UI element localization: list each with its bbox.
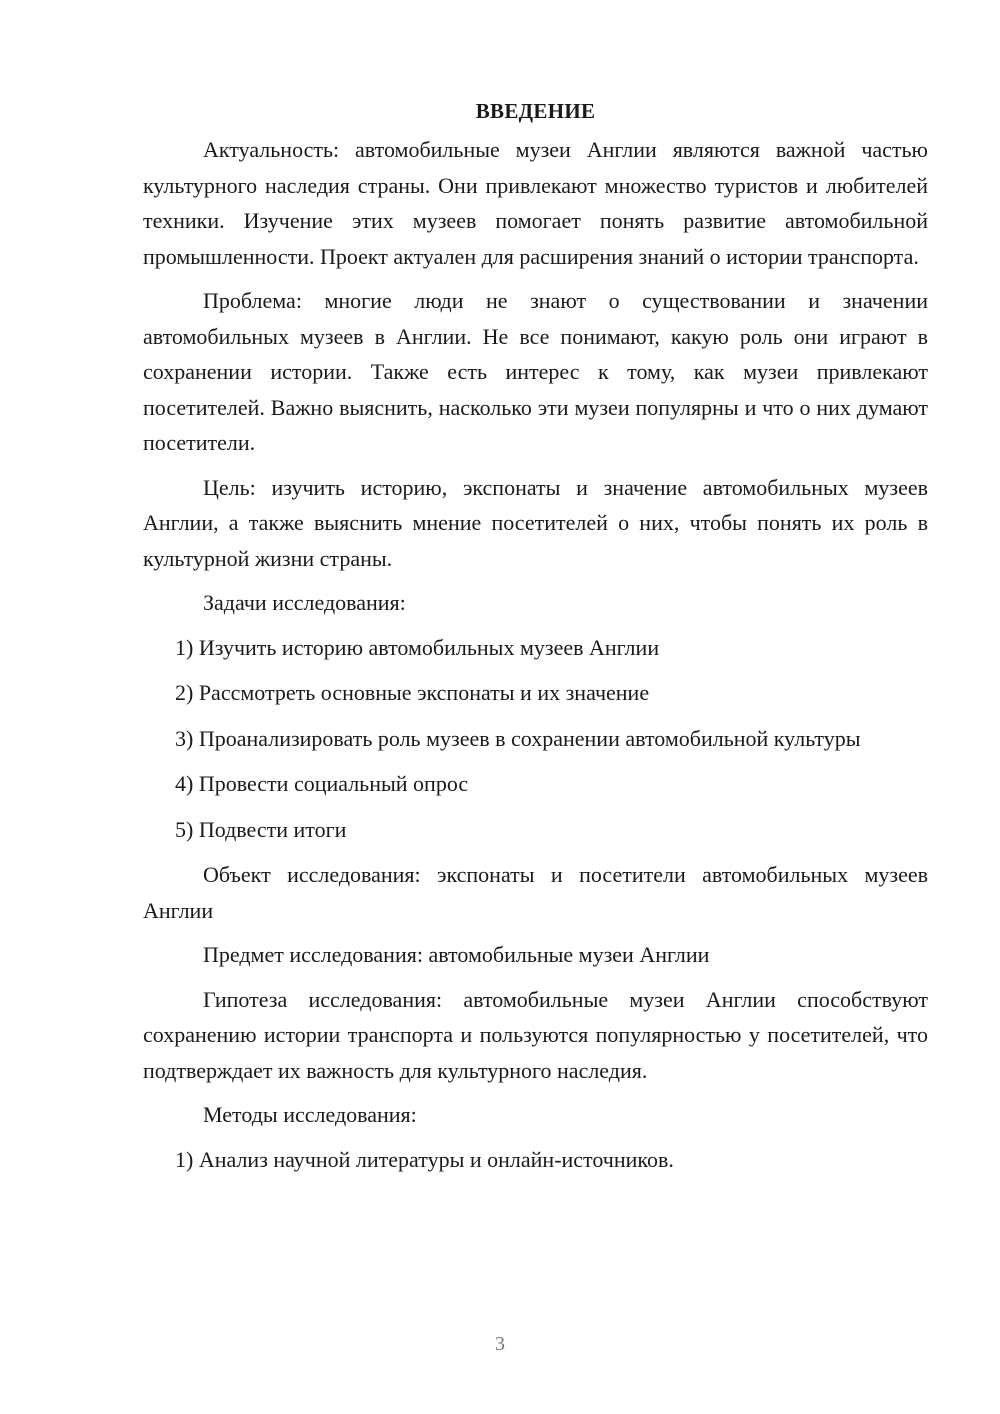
relevance-paragraph: Актуальность: автомобильные музеи Англии являются важной частью культурного наследия страны. Они привлекают множество туристов и любителей техники. Изучение этих музеев помогает понять развитие автомобильной промышленности. Проект актуален для расширения знаний о истории транспорта. — [143, 137, 928, 269]
page-body — [143, 96, 928, 1187]
section-title: ВВЕДЕНИЕ — [475, 99, 596, 123]
task-item-4: 4) Провести социальный опрос — [175, 771, 469, 796]
task-item-2: 2) Рассмотреть основные экспонаты и их значение — [175, 680, 650, 705]
tasks-heading: Задачи исследования: — [203, 590, 406, 615]
method-item-1: 1) Анализ научной литературы и онлайн-источников. — [175, 1146, 674, 1172]
methods-heading: Методы исследования: — [203, 1102, 417, 1127]
task-item-3: 3) Проанализировать роль музеев в сохранении автомобильной культуры — [175, 725, 861, 751]
problem-paragraph: Проблема: многие люди не знают о существовании и значении автомобильных музеев в Англии. Не все понимают, какую роль они играют в сохранении истории. Также есть интерес к тому, как музеи привлекают посетителей. Важно выяснить, насколько эти музеи популярны и что о них думают посетители. — [143, 288, 928, 455]
goal-paragraph: Цель: изучить историю, экспонаты и значение автомобильных музеев Англии, а также выяснить мнение посетителей о них, чтобы понять их роль в культурной жизни страны. — [143, 474, 928, 571]
object-paragraph: Объект исследования: экспонаты и посетители автомобильных музеев Англии — [143, 862, 928, 923]
task-item-5: 5) Подвести итоги — [175, 816, 347, 842]
subject-paragraph: Предмет исследования: автомобильные музеи Англии — [203, 942, 710, 967]
page-number: 3 — [495, 1333, 505, 1355]
hypothesis-paragraph: Гипотеза исследования: автомобильные музеи Англии способствуют сохранению истории транспорта и пользуются популярностью у посетителей, что подтверждает их важность для культурного наследия. — [143, 986, 928, 1083]
task-item-1: 1) Изучить историю автомобильных музеев Англии — [175, 634, 660, 660]
